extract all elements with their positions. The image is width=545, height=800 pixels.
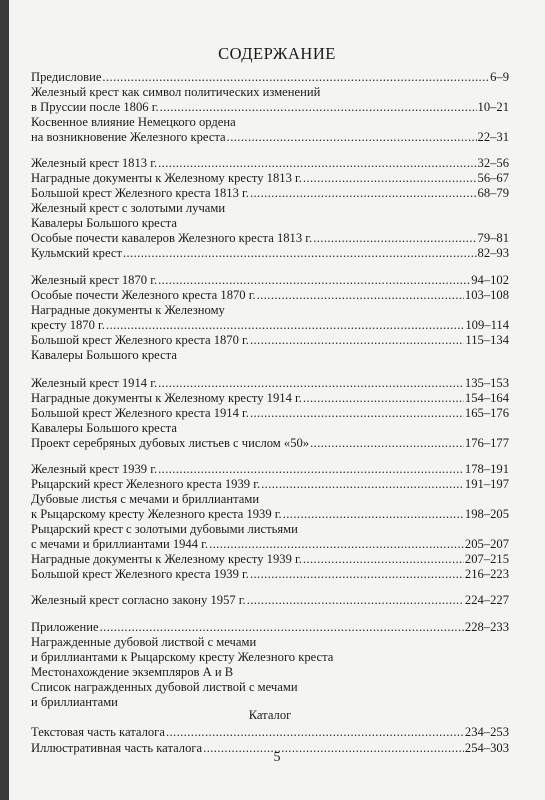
toc-entry-pages: 22–31 — [477, 130, 509, 144]
toc-entry-pages: 178–191 — [464, 462, 509, 476]
toc-entry — [31, 333, 509, 348]
toc-entry-title: Кульмский крест — [31, 246, 122, 260]
toc-dot-leader — [166, 725, 464, 740]
toc-entry — [31, 507, 509, 522]
toc-entry-pages: 165–176 — [464, 406, 509, 420]
toc-entry-title: Текстовая часть каталога — [31, 725, 165, 739]
toc-entry-title: Железный крест 1939 г. — [31, 462, 158, 476]
toc-entry-pages: 6–9 — [490, 70, 509, 84]
toc-entry-title: Приложение — [31, 620, 99, 634]
toc-dot-leader — [158, 156, 476, 171]
toc-entry-pages: 68–79 — [477, 186, 509, 200]
toc-entry — [31, 376, 509, 391]
toc-dot-leader — [158, 462, 464, 477]
toc-entry-title: Наградные документы к Железному кресту 1914 г. — [31, 391, 302, 405]
toc-entry-title: Рыцарский крест с золотыми дубовыми листьями — [31, 522, 298, 536]
toc-dot-leader — [261, 477, 464, 492]
toc-entry-title: кресту 1870 г. — [31, 318, 105, 332]
page-number: 5 — [273, 750, 281, 765]
toc-entry — [31, 522, 509, 537]
toc-entry-title: и бриллиантами к Рыцарскому кресту Железного креста — [31, 650, 334, 664]
toc-dot-leader — [303, 171, 477, 186]
toc-entry-pages: 207–215 — [464, 552, 509, 566]
toc-entry-pages: 10–21 — [477, 100, 509, 114]
toc-dot-leader — [303, 391, 464, 406]
toc-entry-pages: 94–102 — [471, 273, 509, 287]
toc-dot-leader — [102, 70, 489, 85]
toc-entry — [31, 303, 509, 318]
toc-entry — [31, 462, 509, 477]
toc-entry-pages: 198–205 — [464, 507, 509, 521]
toc-dot-leader — [313, 231, 476, 246]
toc-entry — [31, 85, 509, 100]
toc-entry-title: Иллюстративная часть каталога — [31, 741, 203, 755]
toc-entry-pages: 216–223 — [464, 567, 509, 581]
page-title: СОДЕРЖАНИЕ — [218, 44, 336, 63]
toc-entry-title: Железный крест согласно закону 1957 г. — [31, 593, 246, 607]
toc-entry-title: в Пруссии после 1806 г. — [31, 100, 159, 114]
toc-entry-pages: 176–177 — [464, 436, 509, 450]
toc-entry-title: Железный крест 1914 г. — [31, 376, 158, 390]
toc-entry-title: Наградные документы к Железному кресту 1939 г. — [31, 552, 302, 566]
toc-dot-leader — [209, 537, 464, 552]
toc-entry-pages: 234–253 — [464, 725, 509, 739]
toc-entry-title: Большой крест Железного креста 1914 г. — [31, 406, 249, 420]
toc-entry-pages: 135–153 — [464, 376, 509, 390]
toc-entry — [31, 216, 509, 231]
toc-entry — [31, 477, 509, 492]
toc-entry — [31, 680, 509, 695]
toc-entry — [31, 593, 509, 608]
toc-dot-leader — [250, 406, 464, 421]
toc-entry-title: Большой крест Железного креста 1813 г. — [31, 186, 249, 200]
toc-dot-leader — [250, 186, 477, 201]
toc-entry-title: и бриллиантами — [31, 695, 118, 709]
toc-entry-title: Дубовые листья с мечами и бриллиантами — [31, 492, 260, 506]
toc-entry — [31, 665, 509, 680]
toc-entry-title: Большой крест Железного креста 1939 г. — [31, 567, 249, 581]
toc-entry — [31, 620, 509, 635]
toc-entry-title: Список награжденных дубовой листвой с мечами — [31, 680, 298, 694]
toc-dot-leader — [257, 288, 464, 303]
toc-entry-title: Железный крест с золотыми лучами — [31, 201, 226, 215]
toc-entry-title: Кавалеры Большого креста — [31, 216, 177, 230]
toc-dot-leader — [123, 246, 477, 261]
toc-entry — [31, 567, 509, 582]
toc-entry-pages: 154–164 — [464, 391, 509, 405]
toc-entry-title: Косвенное влияние Немецкого ордена — [31, 115, 236, 129]
toc-entry-title: Кавалеры Большого креста — [31, 348, 177, 362]
toc-entry-pages: 109–114 — [465, 318, 509, 332]
toc-dot-leader — [283, 507, 464, 522]
toc-entry-pages: 115–134 — [465, 333, 509, 347]
toc-entry — [31, 725, 509, 740]
toc-dot-leader — [303, 552, 464, 567]
toc-entry — [31, 100, 509, 115]
toc-entry — [31, 552, 509, 567]
toc-entry — [31, 391, 509, 406]
toc-entry-title: Награжденные дубовой листвой с мечами — [31, 635, 257, 649]
toc-entry — [31, 171, 509, 186]
catalog-heading: Каталог — [248, 708, 292, 722]
toc-entry-pages: 224–227 — [464, 593, 509, 607]
toc-dot-leader — [106, 318, 464, 333]
book-page — [9, 0, 545, 800]
toc-entry-title: Особые почести кавалеров Железного креста 1813 г. — [31, 231, 313, 245]
toc-entry — [31, 156, 509, 171]
toc-dot-leader — [100, 620, 464, 635]
toc-entry — [31, 201, 509, 216]
toc-dot-leader — [250, 567, 464, 582]
toc-entry-pages: 205–207 — [464, 537, 509, 551]
toc-entry — [31, 130, 509, 145]
toc-entry-title: Кавалеры Большого креста — [31, 421, 177, 435]
toc-entry-title: Большой крест Железного креста 1870 г. — [31, 333, 249, 347]
toc-entry-title: к Рыцарскому кресту Железного креста 1939 г. — [31, 507, 282, 521]
toc-dot-leader — [247, 593, 464, 608]
toc-entry — [31, 635, 509, 650]
toc-entry-title: Местонахождение экземпляров А и В — [31, 665, 234, 679]
toc-entry-title: с мечами и бриллиантами 1944 г. — [31, 537, 209, 551]
toc-entry-pages: 32–56 — [477, 156, 509, 170]
toc-entry — [31, 537, 509, 552]
toc-entry-title: Рыцарский крест Железного креста 1939 г. — [31, 477, 261, 491]
toc-entry — [31, 273, 509, 288]
toc-entry-pages: 254–303 — [464, 741, 509, 755]
toc-entry — [31, 115, 509, 130]
toc-entry — [31, 186, 509, 201]
toc-entry — [31, 492, 509, 507]
toc-entry — [31, 348, 509, 363]
toc-entry — [31, 318, 509, 333]
toc-dot-leader — [310, 436, 464, 451]
toc-entry-title: Железный крест как символ политических изменений — [31, 85, 321, 99]
toc-entry — [31, 288, 509, 303]
toc-dot-leader — [227, 130, 477, 145]
toc-entry-pages: 191–197 — [464, 477, 509, 491]
toc-entry-pages: 228–233 — [464, 620, 509, 634]
toc-entry — [31, 70, 509, 85]
toc-entry-title: Наградные документы к Железному — [31, 303, 225, 317]
toc-entry — [31, 246, 509, 261]
toc-entry-title: Железный крест 1813 г. — [31, 156, 158, 170]
toc-entry-title: Железный крест 1870 г. — [31, 273, 158, 287]
toc-entry — [31, 650, 509, 665]
toc-dot-leader — [160, 100, 477, 115]
toc-dot-leader — [158, 376, 464, 391]
toc-entry — [31, 436, 509, 451]
toc-entry-title: на возникновение Железного креста — [31, 130, 226, 144]
toc-entry-pages: 56–67 — [477, 171, 509, 185]
toc-entry — [31, 421, 509, 436]
toc-entry-pages: 82–93 — [477, 246, 509, 260]
toc-entry-title: Особые почести Железного креста 1870 г. — [31, 288, 256, 302]
toc-dot-leader — [158, 273, 470, 288]
toc-entry-title: Наградные документы к Железному кресту 1813 г. — [31, 171, 302, 185]
toc-entry-pages: 79–81 — [477, 231, 509, 245]
toc-entry-pages: 103–108 — [464, 288, 509, 302]
toc-entry-title: Проект серебряных дубовых листьев с числом «50» — [31, 436, 310, 450]
toc-entry-title: Предисловие — [31, 70, 102, 84]
toc-entry — [31, 406, 509, 421]
toc-dot-leader — [250, 333, 464, 348]
toc-entry — [31, 231, 509, 246]
